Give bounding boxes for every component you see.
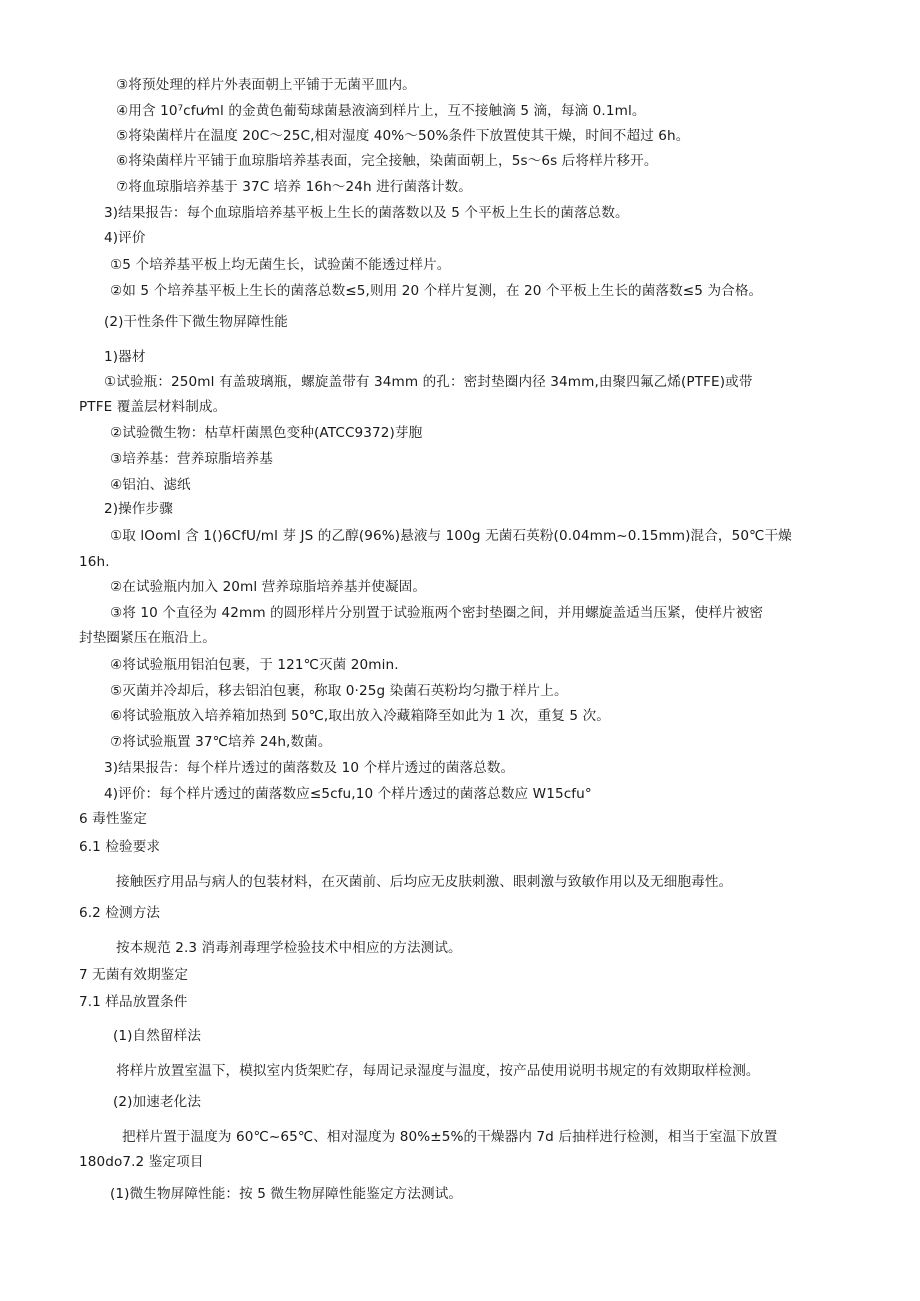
procedure-step-3: ③将 10 个直径为 42mm 的圆形样片分别置于试验瓶两个密封垫圈之间，并用螺旋盖适当压紧，使样片被密 [110,605,764,621]
procedure-step-3-cont: 封垫圈紧压在瓶沿上。 [79,630,216,646]
procedure-step-1-cont: 16h. [79,554,110,570]
section-6-2-body: 按本规范 2.3 消毒剂毒理学检验技术中相应的方法测试。 [116,940,462,956]
accelerated-aging-heading: (2)加速老化法 [113,1094,202,1110]
equipment-item-2: ②试验微生物：枯草杆菌黑色变种(ATCC9372)芽胞 [110,425,423,441]
section-6-2-title: 6.2 检测方法 [79,905,161,921]
equipment-item-1-cont: PTFE 覆盖层材料制成。 [79,399,227,415]
section-7-1-title: 7.1 样品放置条件 [79,994,188,1010]
section-7-2-item-1: (1)微生物屏障性能：按 5 微生物屏障性能鉴定方法测试。 [110,1186,463,1202]
procedure-step-7: ⑦将试验瓶置 37℃培养 24h,数菌。 [110,734,332,750]
step-5-dry-samples: ⑤将染菌样片在温度 20C～25C,相对湿度 40%～50%条件下放置使其干燥，时间不超过 6h。 [116,128,690,144]
step-3-place-samples: ③将预处理的样片外表面朝上平铺于无菌平皿内。 [116,77,416,93]
procedure-step-2: ②在试验瓶内加入 20ml 营养琼脂培养基并使凝固。 [110,579,427,595]
section-6-title: 6 毒性鉴定 [79,811,147,827]
equipment-heading: 1)器材 [104,349,146,365]
step-4-drip-suspension: ④用含 10⁷cfu⁄ml 的金黄色葡萄球菌悬液滴到样片上，互不接触滴 5 滴，每滴 0.1ml。 [116,103,646,119]
accelerated-aging-body: 把样片置于温度为 60℃~65℃、相对湿度为 80%±5%的干燥器内 7d 后抽样进行检测，相当于室温下放置 [122,1129,778,1145]
equipment-item-4: ④铝泊、滤纸 [110,477,191,493]
section-7-title: 7 无菌有效期鉴定 [79,967,189,983]
evaluation-item-2: ②如 5 个培养基平板上生长的菌落总数≤5,则用 20 个样片复测，在 20 个平板上生长的菌落数≤5 为合格。 [110,283,763,299]
section-6-1-title: 6.1 检验要求 [79,839,161,855]
evaluation-item-1: ①5 个培养基平板上均无菌生长，试验菌不能透过样片。 [110,257,451,273]
equipment-item-1: ①试验瓶：250ml 有盖玻璃瓶，螺旋盖带有 34mm 的孔：密封垫圈内径 34mm,由聚四氟乙烯(PTFE)或带 [104,374,753,390]
procedure-heading: 2)操作步骤 [104,501,173,517]
step-7-incubate: ⑦将血琼脂培养基于 37C 培养 16h～24h 进行菌落计数。 [116,179,472,195]
procedure-step-1: ①取 lOoml 含 1()6CfU/ml 芽 JS 的乙醇(96%)悬液与 100g 无菌石英粉(0.04mm~0.15mm)混合，50℃干燥 [110,528,792,544]
equipment-item-3: ③培养基：营养琼脂培养基 [110,451,273,467]
accelerated-aging-body-cont: 180do7.2 鉴定项目 [79,1154,204,1170]
result-report-2: 3)结果报告：每个样片透过的菌落数及 10 个样片透过的菌落总数。 [104,760,515,776]
step-6-contact-plate: ⑥将染菌样片平铺于血琼脂培养基表面，完全接触，染菌面朝上，5s～6s 后将样片移开。 [116,153,658,169]
procedure-step-4: ④将试验瓶用铝泊包裹，于 121℃灭菌 20min. [110,657,399,673]
result-report-heading: 3)结果报告：每个血琼脂培养基平板上生长的菌落数以及 5 个平板上生长的菌落总数。 [104,205,629,221]
section-6-1-body: 接触医疗用品与病人的包装材料，在灭菌前、后均应无皮肤刺激、眼刺激与致敏作用以及无细胞毒性。 [116,874,733,890]
procedure-step-5: ⑤灭菌并冷却后，移去铝泊包裹，称取 0·25g 染菌石英粉均匀撒于样片上。 [110,683,568,699]
natural-retention-body: 将样片放置室温下，模拟室内货架贮存，每周记录湿度与温度，按产品使用说明书规定的有效期取样检测。 [116,1063,760,1079]
evaluation-heading: 4)评价 [104,230,146,246]
evaluation-2: 4)评价：每个样片透过的菌落数应≤5cfu,10 个样片透过的菌落总数应 W15cfu° [104,786,592,802]
procedure-step-6: ⑥将试验瓶放入培养箱加热到 50℃,取出放入冷藏箱降至如此为 1 次，重复 5 次。 [110,708,610,724]
natural-retention-heading: (1)自然留样法 [113,1028,202,1044]
dry-barrier-heading: (2)干性条件下微生物屏障性能 [104,314,288,330]
